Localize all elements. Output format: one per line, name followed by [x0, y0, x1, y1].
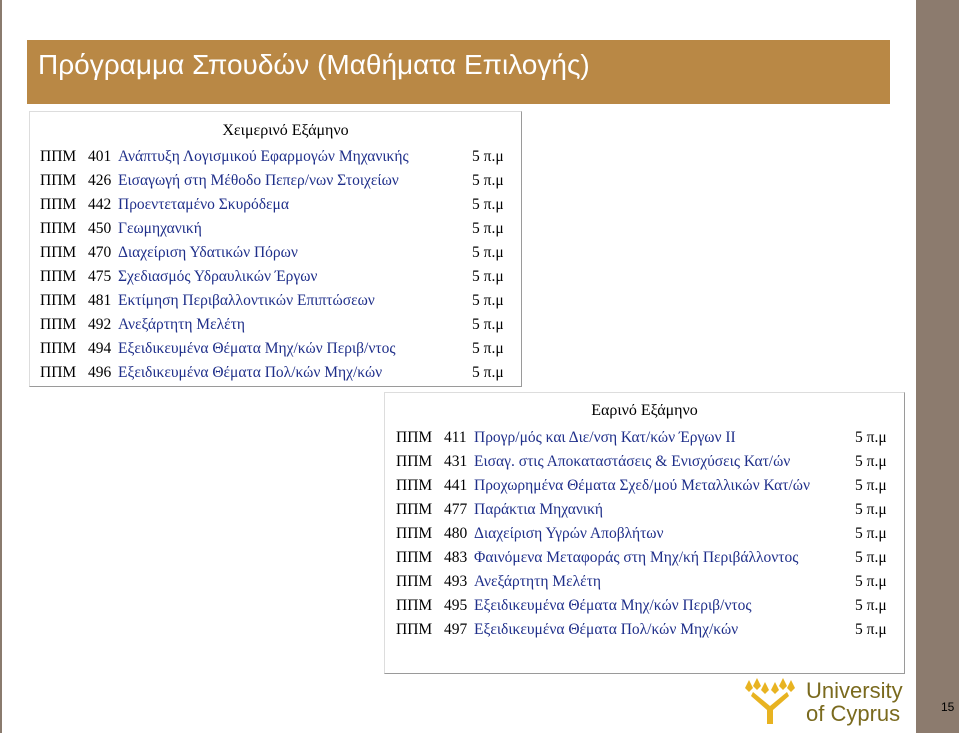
course-number: 495: [444, 597, 468, 614]
logo-text-line1: University: [806, 678, 903, 703]
tree-icon: [743, 676, 797, 726]
course-ects: 5 π.μ: [855, 453, 887, 470]
logo-text-line2: of Cyprus: [806, 701, 901, 726]
course-number: 494: [88, 340, 112, 357]
spring-semester-title: Εαρινό Εξάμηνο: [591, 402, 698, 419]
course-dept: ΠΠΜ: [40, 364, 77, 381]
course-ects: 5 π.μ: [472, 244, 504, 261]
course-dept: ΠΠΜ: [396, 573, 433, 590]
course-number: 442: [88, 196, 112, 213]
course-number: 481: [88, 292, 112, 309]
course-ects: 5 π.μ: [472, 364, 504, 381]
course-dept: ΠΠΜ: [396, 501, 433, 518]
course-dept: ΠΠΜ: [396, 549, 433, 566]
course-dept: ΠΠΜ: [396, 453, 433, 470]
course-name: Φαινόμενα Μεταφοράς στη Μηχ/κή Περιβάλλοντος: [474, 549, 799, 566]
winter-semester-table: [29, 111, 522, 387]
course-name: Εισαγωγή στη Μέθοδο Πεπερ/νων Στοιχείων: [118, 172, 399, 189]
course-name: Εξειδικευμένα Θέματα Πολ/κών Μηχ/κών: [474, 621, 739, 638]
course-name: Προχωρημένα Θέματα Σχεδ/μού Μεταλλικών Κατ/ών: [474, 477, 810, 494]
course-ects: 5 π.μ: [472, 292, 504, 309]
side-panel: [916, 0, 959, 733]
course-ects: 5 π.μ: [472, 340, 504, 357]
course-ects: 5 π.μ: [855, 597, 887, 614]
course-dept: ΠΠΜ: [396, 525, 433, 542]
course-dept: ΠΠΜ: [40, 268, 77, 285]
course-dept: ΠΠΜ: [40, 292, 77, 309]
page-number: 15: [941, 700, 955, 714]
course-number: 480: [444, 525, 468, 542]
course-dept: ΠΠΜ: [396, 597, 433, 614]
course-number: 441: [444, 477, 468, 494]
course-name: Εισαγ. στις Αποκαταστάσεις & Ενισχύσεις Κατ/ών: [474, 453, 791, 470]
course-name: Εκτίμηση Περιβαλλοντικών Επιπτώσεων: [118, 292, 375, 309]
course-dept: ΠΠΜ: [40, 316, 77, 333]
course-number: 483: [444, 549, 468, 566]
course-dept: ΠΠΜ: [396, 621, 433, 638]
course-ects: 5 π.μ: [855, 525, 887, 542]
course-ects: 5 π.μ: [472, 316, 504, 333]
course-ects: 5 π.μ: [855, 429, 887, 446]
course-number: 492: [88, 316, 112, 333]
course-name: Σχεδιασμός Υδραυλικών Έργων: [118, 268, 318, 285]
course-dept: ΠΠΜ: [40, 340, 77, 357]
course-name: Ανάπτυξη Λογισμικού Εφαρμογών Μηχανικής: [118, 148, 409, 165]
course-ects: 5 π.μ: [855, 549, 887, 566]
course-ects: 5 π.μ: [855, 621, 887, 638]
course-name: Προγρ/μός και Διε/νση Κατ/κών Έργων ΙΙ: [474, 429, 736, 446]
course-number: 475: [88, 268, 112, 285]
course-number: 493: [444, 573, 468, 590]
course-number: 426: [88, 172, 112, 189]
course-number: 401: [88, 148, 112, 165]
course-name: Προεντεταμένο Σκυρόδεμα: [118, 196, 289, 213]
course-number: 431: [444, 453, 468, 470]
course-dept: ΠΠΜ: [396, 477, 433, 494]
course-name: Εξειδικευμένα Θέματα Πολ/κών Μηχ/κών: [118, 364, 383, 381]
course-ects: 5 π.μ: [855, 477, 887, 494]
course-dept: ΠΠΜ: [40, 220, 77, 237]
course-name: Ανεξάρτητη Μελέτη: [474, 573, 601, 590]
course-ects: 5 π.μ: [472, 220, 504, 237]
winter-semester-title: Χειμερινό Εξάμηνο: [222, 122, 349, 139]
course-number: 477: [444, 501, 468, 518]
course-dept: ΠΠΜ: [40, 244, 77, 261]
course-number: 497: [444, 621, 468, 638]
course-name: Ανεξάρτητη Μελέτη: [118, 316, 245, 333]
course-ects: 5 π.μ: [472, 148, 504, 165]
course-dept: ΠΠΜ: [40, 196, 77, 213]
left-edge-line: [0, 0, 2, 733]
course-ects: 5 π.μ: [472, 268, 504, 285]
course-dept: ΠΠΜ: [40, 148, 77, 165]
slide-title: Πρόγραμμα Σπουδών (Μαθήματα Επιλογής): [38, 49, 590, 80]
title-bar: [27, 40, 890, 104]
course-ects: 5 π.μ: [472, 196, 504, 213]
spring-semester-table: [384, 392, 905, 674]
course-name: Γεωμηχανική: [118, 220, 202, 237]
course-number: 450: [88, 220, 112, 237]
course-number: 496: [88, 364, 112, 381]
course-name: Διαχείριση Υδατικών Πόρων: [118, 244, 298, 261]
course-dept: ΠΠΜ: [396, 429, 433, 446]
course-name: Διαχείριση Υγρών Αποβλήτων: [474, 525, 664, 542]
course-name: Εξειδικευμένα Θέματα Μηχ/κών Περιβ/ντος: [474, 597, 752, 614]
course-ects: 5 π.μ: [855, 573, 887, 590]
course-ects: 5 π.μ: [855, 501, 887, 518]
course-ects: 5 π.μ: [472, 172, 504, 189]
course-number: 470: [88, 244, 112, 261]
course-dept: ΠΠΜ: [40, 172, 77, 189]
course-name: Εξειδικευμένα Θέματα Μηχ/κών Περιβ/ντος: [118, 340, 396, 357]
university-logo: [743, 676, 913, 728]
course-name: Παράκτια Μηχανική: [474, 501, 604, 518]
course-number: 411: [444, 429, 467, 446]
